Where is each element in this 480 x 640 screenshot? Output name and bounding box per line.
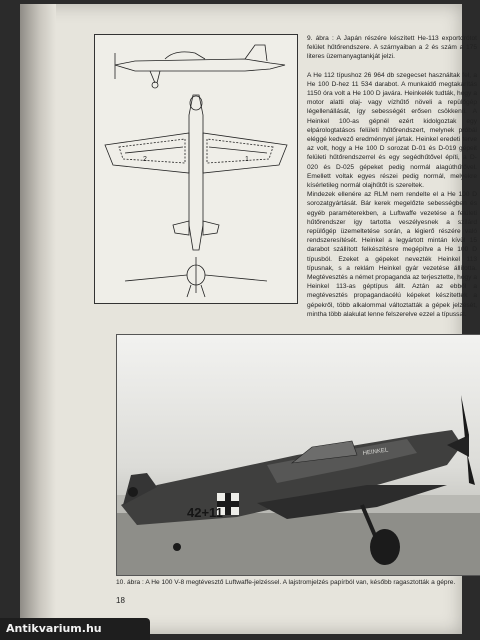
- tail-marking: [128, 487, 138, 497]
- he100-photograph: [117, 335, 480, 575]
- paragraph-2: Mindezek ellenére az RLM nem rendelte el a He 100 D sorozatgyártását. Bár kerek megelőzte sebességben és egyéb paraméterekben, a Luftwaffe vezetése a felületi hűtőrendszer így tartotta veszélyesnek a szilárd repülőgép üzemeltetése során, a légierő részére való rendszeresítését. Heinkel a legyártott mintán kívül 15 darabot szállított felkészítésre megépítve a He 100 D típusból. Ezeket a gépeket nevezték Heinkel 113 típusnak, s a reklám Heinkel gyár vezetése állította. Megtévesztés a német propaganda az terjesztette, hogy a Heinkel 113-as géptípus állt. Aztán az ebből a megtévesztés propagandacélú képeket készítettek a gépekről, több alkalommal változtatták a gépek jelzését, mintha több alakulat lenne felszerelve ezzel a típussal.: [307, 191, 477, 318]
- technical-drawing-figure-9: [94, 34, 298, 304]
- book-page: [20, 4, 477, 634]
- tank-label-2: 2: [143, 156, 147, 163]
- nose-lettering: HEINKEL: [362, 447, 389, 457]
- figure-10-caption: 10. ábra : A He 100 V-8 megtévesztő Luftwaffe-jelzéssel. A lajstromjelzés papírból van, később ragasztották a gépre.: [116, 579, 456, 586]
- aircraft-schematic: [95, 35, 297, 303]
- figure-9-caption: 9. ábra : A Japán részére készített He-113 exportdrótot felület hűtőrendszere. A szárnyaiban a 2 és szám a 175 literes üzemanyagtankját jelzi.: [307, 35, 477, 61]
- fuselage-code: 42+11: [187, 505, 223, 520]
- article-text-column: [307, 34, 477, 319]
- tank-label-1: 1: [245, 156, 249, 163]
- page-number: 18: [116, 596, 125, 605]
- photo-figure-10: [116, 334, 480, 576]
- page-spine-shadow: [20, 4, 56, 634]
- site-watermark: Antikvarium.hu: [0, 618, 150, 640]
- paragraph-1: A He 112 típushoz 26 964 db szegecset használtak fel, a He 100 D-hez 11 534 darabot. A munkaidő megtakarítás 1150 óra volt a He 100 D javára. Heinkelék tudták, hogy a motor alatti olaj- vagy vízhűtő növeli a repülőgép légellenállását, így sebességét erősen csökkenti. A Heinkel 100-as gépnél ezért kidolgoztak egy elpárologtatásos felületi hűtőrendszert, melynek próbái eléggé kedvező eredménnyel jártak. Heinkel eredeti terve az volt, hogy a He 100 D sorozat D-01 és D-019 gépeit felületi hűtőrendszerrel és egy segédhűtővel építi, a D-020 és D-025 gépeket pedig normál alagúthűtővel. Emellett voltak egyes részei pedig normál, melyekre kísérletileg normál olajhűtőt is szereltek.: [307, 71, 477, 190]
